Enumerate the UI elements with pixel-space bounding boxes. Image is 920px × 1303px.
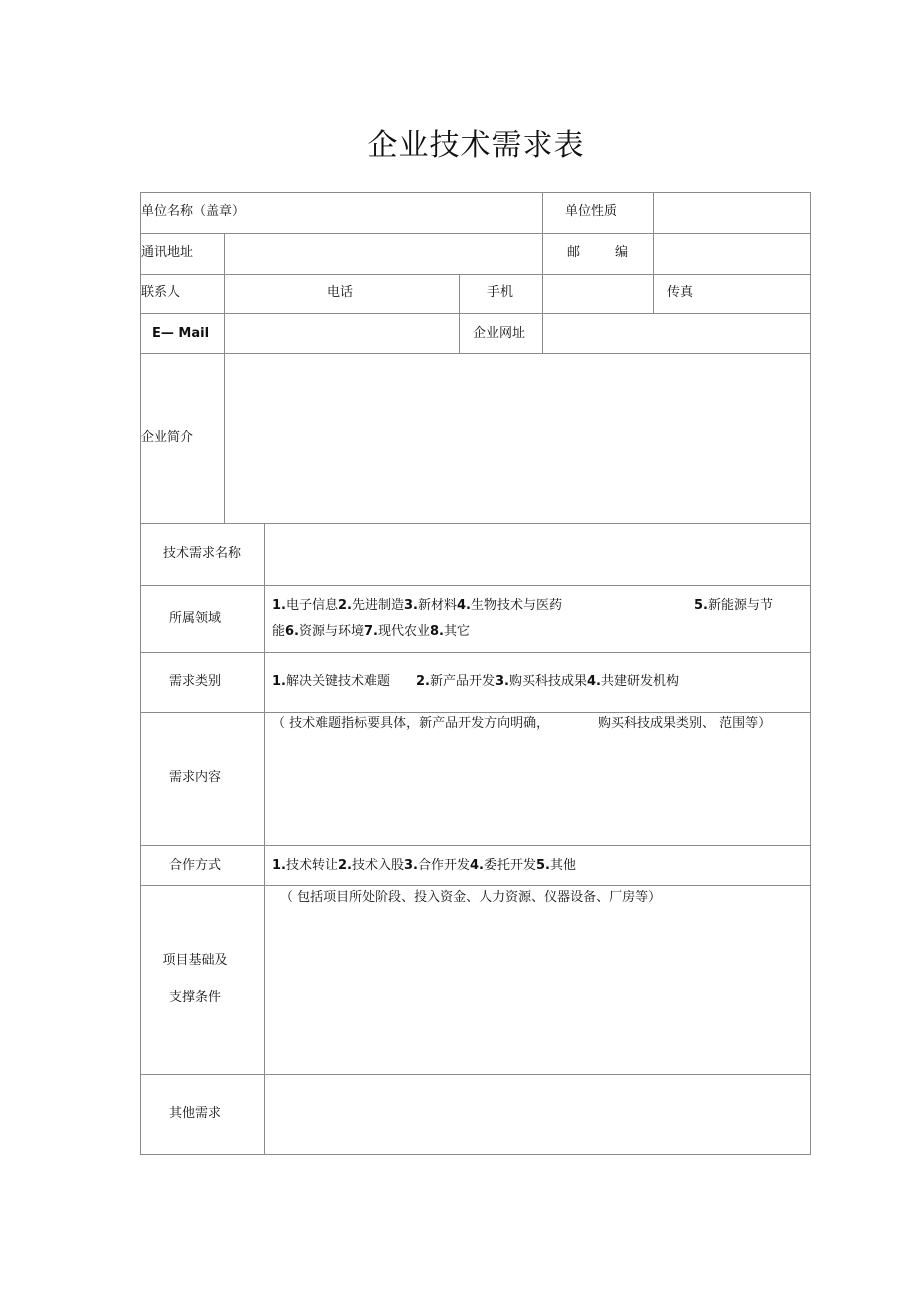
- demand-content-hint-b: 购买科技成果类别、 范围等）: [598, 716, 772, 731]
- domain-option: 4.生物技术与医药: [457, 598, 562, 613]
- row-border: [140, 233, 811, 234]
- domain-option: 6.资源与环境: [285, 624, 365, 639]
- unit-name-label: 单位名称（盖章）: [141, 204, 246, 219]
- domain-option: 3.新材料: [404, 598, 457, 613]
- address-label: 通讯地址: [141, 245, 194, 260]
- contact-label: 联系人: [141, 285, 181, 300]
- domain-option: 1.电子信息: [272, 598, 338, 613]
- demand-content-label: 需求内容: [168, 770, 221, 785]
- domain-options-line2: [272, 619, 807, 645]
- col-border: [224, 233, 225, 523]
- tech-demand-form: [140, 192, 811, 1155]
- row-border: [140, 712, 811, 713]
- coop-option: 3.合作开发: [404, 858, 470, 873]
- form-title: 企业技术需求表: [367, 128, 585, 163]
- coop-option: 5.其他: [536, 858, 576, 873]
- coop-option: 1.技术转让: [272, 858, 338, 873]
- row-border: [140, 313, 811, 314]
- col-border: [542, 192, 543, 274]
- col-border: [264, 523, 265, 1154]
- row-border: [140, 1074, 811, 1075]
- mobile-label: 手机: [487, 285, 514, 300]
- basis-hint: （ 包括项目所处阶段、投入资金、人力资源、仪器设备、厂房等）: [280, 890, 662, 905]
- domain-option: 7.现代农业: [364, 624, 431, 639]
- domain-option: 5.新能源与节: [694, 598, 773, 613]
- phone-label: 电话: [327, 285, 354, 300]
- demand-type-option: 4.共建研发机构: [587, 674, 679, 689]
- row-border: [140, 192, 811, 193]
- unit-nature-label: 单位性质: [565, 204, 618, 219]
- demand-type-option: 3.购买科技成果: [495, 674, 587, 689]
- row-border: [140, 885, 811, 886]
- domain-option: 8.其它: [430, 624, 471, 639]
- website-label: 企业网址: [473, 326, 526, 341]
- row-border: [140, 845, 811, 846]
- coop-mode-options: [272, 857, 576, 875]
- coop-mode-label: 合作方式: [168, 858, 221, 873]
- demand-type-options: [272, 673, 679, 691]
- basis-label-line2: 支撑条件: [168, 990, 221, 1005]
- demand-content-hint-a: （ 技术难题指标要具体，新产品开发方向明确，: [272, 716, 550, 731]
- fax-label: 传真: [667, 285, 694, 300]
- col-border: [653, 192, 654, 313]
- basis-label-line1: 项目基础及: [162, 953, 228, 968]
- domain-label: 所属领域: [168, 611, 221, 626]
- coop-option: 4.委托开发: [470, 858, 536, 873]
- domain-option: 2.先进制造: [338, 598, 404, 613]
- col-border: [810, 192, 811, 1155]
- row-border: [140, 652, 811, 653]
- coop-option: 2.技术入股: [338, 858, 404, 873]
- demand-type-label: 需求类别: [168, 674, 221, 689]
- postcode-label-b: 编: [615, 245, 629, 260]
- row-border: [140, 274, 811, 275]
- domain-options-line1: [272, 593, 807, 619]
- other-demand-label: 其他需求: [168, 1106, 221, 1121]
- domain-option-cont: 能: [272, 624, 286, 639]
- demand-type-option: 2.新产品开发: [416, 674, 495, 689]
- email-label: E— Mail: [152, 326, 210, 341]
- demand-type-option: 1.解决关键技术难题: [272, 674, 390, 689]
- row-border: [140, 585, 811, 586]
- row-border: [140, 1154, 811, 1155]
- postcode-label-a: 邮: [567, 245, 581, 260]
- row-border: [140, 523, 811, 524]
- domain-options: [272, 593, 807, 645]
- col-border: [459, 274, 460, 353]
- profile-label: 企业简介: [141, 430, 194, 445]
- tech-name-label: 技术需求名称: [162, 546, 241, 561]
- row-border: [140, 353, 811, 354]
- col-border: [542, 274, 543, 353]
